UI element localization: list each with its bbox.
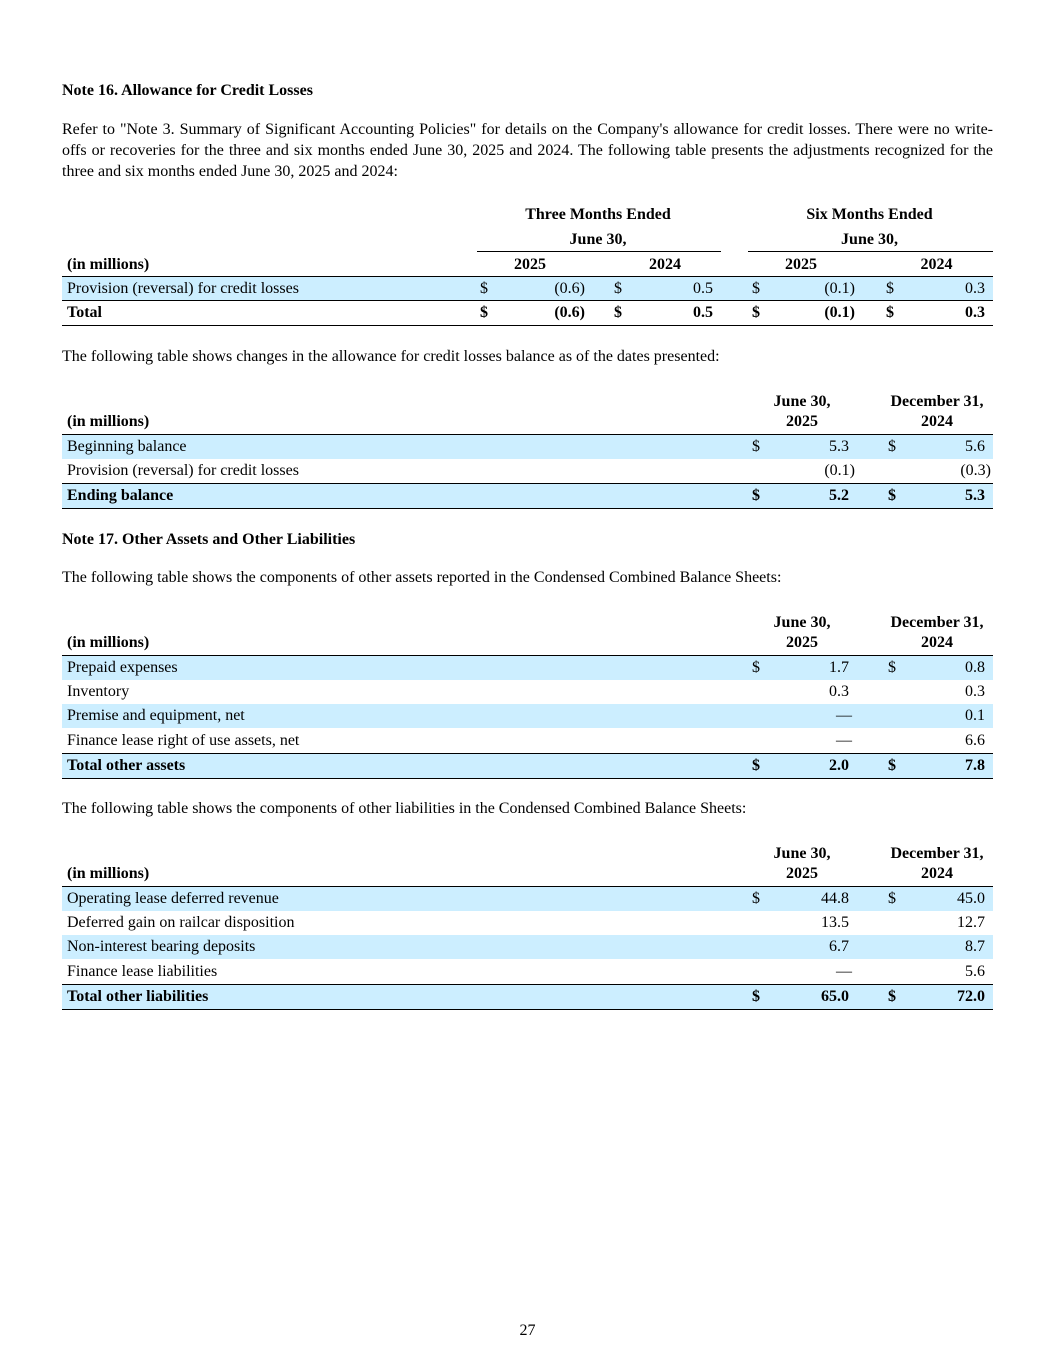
three-months-subheader: June 30, bbox=[569, 231, 627, 248]
value-cell: 44.8 bbox=[821, 890, 849, 907]
header-rule bbox=[477, 251, 721, 252]
currency-symbol: $ bbox=[752, 757, 760, 774]
row-label: Total other assets bbox=[67, 757, 186, 774]
value-cell: 0.5 bbox=[693, 304, 713, 321]
col-header: June 30, bbox=[773, 614, 831, 631]
currency-symbol: $ bbox=[752, 487, 760, 504]
header-rule bbox=[748, 251, 993, 252]
col-header: 2024 bbox=[921, 634, 953, 651]
row-label: Total bbox=[67, 304, 102, 321]
table-row bbox=[62, 655, 993, 680]
col-header: 2024 bbox=[921, 413, 953, 430]
value-cell: 5.6 bbox=[965, 438, 985, 455]
currency-symbol: $ bbox=[614, 280, 622, 297]
year-header: 2024 bbox=[649, 256, 681, 273]
col-header: June 30, bbox=[773, 845, 831, 862]
currency-symbol: $ bbox=[614, 304, 622, 321]
page-number: 27 bbox=[519, 1322, 536, 1339]
row-label: Provision (reversal) for credit losses bbox=[67, 462, 299, 479]
other-liabilities-paragraph: The following table shows the components of other liabilities in the Condensed Combined Balance Sheets: bbox=[62, 800, 747, 817]
currency-symbol: $ bbox=[886, 304, 894, 321]
row-label: Provision (reversal) for credit losses bbox=[67, 280, 299, 297]
year-header: 2025 bbox=[514, 256, 546, 273]
row-label: Beginning balance bbox=[67, 438, 187, 455]
row-label: Operating lease deferred revenue bbox=[67, 890, 279, 907]
row-label: Inventory bbox=[67, 683, 130, 700]
currency-symbol: $ bbox=[888, 659, 896, 676]
note-16-title: Note 16. Allowance for Credit Losses bbox=[62, 82, 313, 99]
value-cell: 65.0 bbox=[821, 988, 849, 1005]
year-header: 2024 bbox=[920, 256, 953, 273]
value-cell: 5.2 bbox=[829, 487, 849, 504]
unit-label: (in millions) bbox=[67, 865, 150, 882]
col-header: 2025 bbox=[786, 634, 818, 651]
value-cell: 45.0 bbox=[957, 890, 985, 907]
value-cell: (0.1) bbox=[824, 304, 855, 321]
currency-symbol: $ bbox=[752, 438, 760, 455]
row-label: Prepaid expenses bbox=[67, 659, 178, 676]
value-cell: 13.5 bbox=[821, 914, 849, 931]
table-row bbox=[62, 729, 993, 753]
value-cell: 6.6 bbox=[965, 732, 985, 749]
value-cell: 0.3 bbox=[965, 304, 985, 321]
row-label: Premise and equipment, net bbox=[67, 707, 245, 724]
value-cell: 12.7 bbox=[957, 914, 985, 931]
col-header: 2024 bbox=[921, 865, 953, 882]
table-row bbox=[62, 935, 993, 959]
table-row-total bbox=[62, 984, 993, 1010]
unit-label: (in millions) bbox=[67, 413, 150, 430]
note-17-title: Note 17. Other Assets and Other Liabilities bbox=[62, 531, 356, 548]
currency-symbol: $ bbox=[888, 438, 896, 455]
value-cell: 0.3 bbox=[965, 280, 985, 297]
value-cell: (0.6) bbox=[554, 280, 585, 297]
row-label: Finance lease liabilities bbox=[67, 963, 218, 980]
value-cell: 0.8 bbox=[965, 659, 985, 676]
value-cell: 0.3 bbox=[965, 683, 985, 700]
currency-symbol: $ bbox=[480, 280, 488, 297]
table-row-total bbox=[62, 483, 993, 509]
table-row bbox=[62, 459, 993, 483]
six-months-subheader: June 30, bbox=[841, 231, 898, 248]
value-cell: 0.1 bbox=[965, 707, 985, 724]
value-cell: 0.5 bbox=[693, 280, 713, 297]
currency-symbol: $ bbox=[752, 659, 760, 676]
col-header: 2025 bbox=[786, 413, 818, 430]
three-months-header: Three Months Ended bbox=[525, 206, 671, 223]
table-row bbox=[62, 276, 993, 301]
table-row bbox=[62, 680, 993, 704]
table-row bbox=[62, 704, 993, 728]
table-row-total bbox=[62, 300, 993, 326]
currency-symbol: $ bbox=[480, 304, 488, 321]
value-cell: 6.7 bbox=[829, 938, 849, 955]
currency-symbol: $ bbox=[888, 487, 896, 504]
value-cell: (0.1) bbox=[824, 280, 855, 297]
row-label: Deferred gain on railcar disposition bbox=[67, 914, 295, 931]
row-label: Finance lease right of use assets, net bbox=[67, 732, 300, 749]
table-row bbox=[62, 960, 993, 984]
currency-symbol: $ bbox=[752, 280, 760, 297]
table-row bbox=[62, 911, 993, 935]
value-cell: 7.8 bbox=[965, 757, 985, 774]
row-label: Total other liabilities bbox=[67, 988, 209, 1005]
table-row bbox=[62, 886, 993, 911]
col-header: 2025 bbox=[786, 865, 818, 882]
value-cell: 5.6 bbox=[965, 963, 985, 980]
currency-symbol: $ bbox=[752, 890, 760, 907]
row-label: Ending balance bbox=[67, 487, 174, 504]
value-cell: 5.3 bbox=[965, 487, 985, 504]
other-assets-paragraph: The following table shows the components of other assets reported in the Condensed Combined Balance Sheets: bbox=[62, 569, 782, 586]
value-cell: 2.0 bbox=[829, 757, 849, 774]
table-row-total bbox=[62, 753, 993, 779]
value-cell: 72.0 bbox=[957, 988, 985, 1005]
note-16-paragraph: Refer to "Note 3. Summary of Significant Accounting Policies" for details on the Company's allowance for credit losses. There were no write-offs or recoveries for the three and six months ended June 30, 2025 and 2024. The following table presents the adjustments recognized for the three and six months ended June 30, 2025 and 2024: bbox=[62, 121, 993, 180]
allowance-paragraph: The following table shows changes in the allowance for credit losses balance as of the dates presented: bbox=[62, 348, 720, 365]
col-header: December 31, bbox=[890, 614, 984, 631]
year-header: 2025 bbox=[785, 256, 817, 273]
row-label: Non-interest bearing deposits bbox=[67, 938, 256, 955]
value-cell: (0.1) bbox=[824, 462, 855, 479]
unit-label: (in millions) bbox=[67, 256, 150, 273]
currency-symbol: $ bbox=[752, 988, 760, 1005]
value-cell: — bbox=[836, 707, 852, 724]
unit-label: (in millions) bbox=[67, 634, 150, 651]
currency-symbol: $ bbox=[888, 757, 896, 774]
currency-symbol: $ bbox=[888, 988, 896, 1005]
value-cell: 5.3 bbox=[829, 438, 849, 455]
value-cell: (0.3) bbox=[960, 462, 991, 479]
currency-symbol: $ bbox=[886, 280, 894, 297]
value-cell: 0.3 bbox=[829, 683, 849, 700]
six-months-header: Six Months Ended bbox=[806, 206, 933, 223]
currency-symbol: $ bbox=[752, 304, 760, 321]
currency-symbol: $ bbox=[888, 890, 896, 907]
col-header: June 30, bbox=[773, 393, 831, 410]
value-cell: — bbox=[836, 963, 852, 980]
value-cell: — bbox=[836, 732, 852, 749]
col-header: December 31, bbox=[890, 845, 984, 862]
table-row bbox=[62, 434, 993, 459]
value-cell: 1.7 bbox=[829, 659, 849, 676]
value-cell: 8.7 bbox=[965, 938, 985, 955]
col-header: December 31, bbox=[890, 393, 984, 410]
value-cell: (0.6) bbox=[554, 304, 585, 321]
